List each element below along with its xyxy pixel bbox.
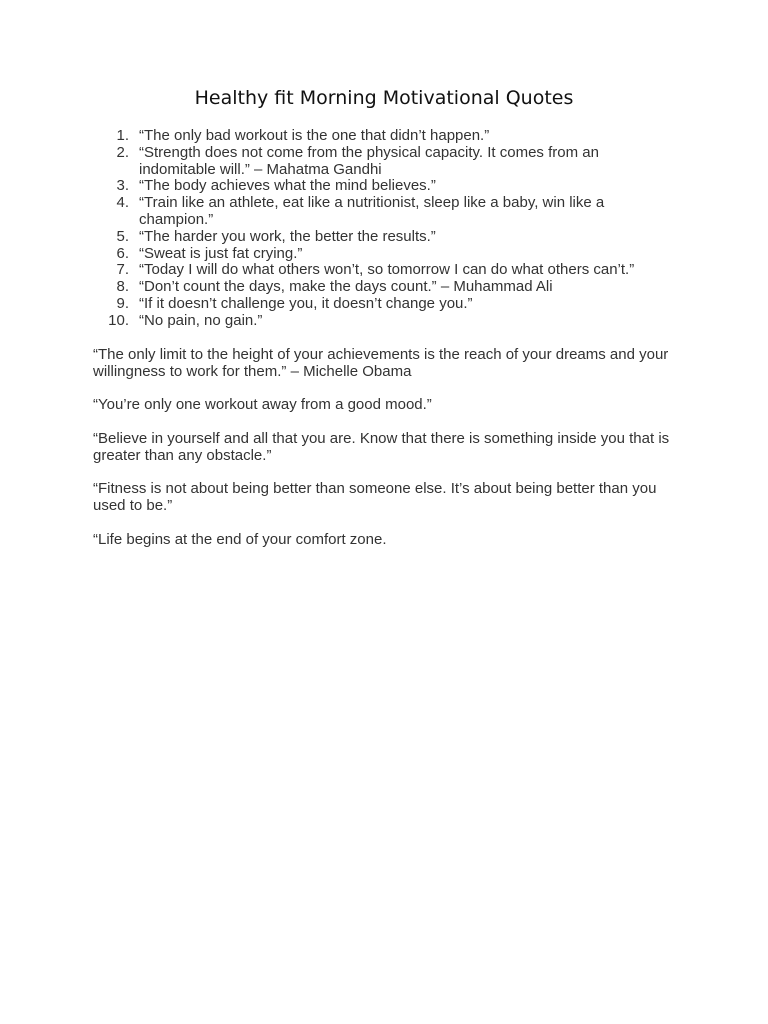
quote-paragraph: “Fitness is not about being better than someone else. It’s about being better than you used to be.” xyxy=(93,480,657,515)
list-item xyxy=(93,296,653,313)
quote-paragraph: “Life begins at the end of your comfort zone. xyxy=(93,530,387,548)
quote-list xyxy=(93,128,653,330)
list-item-number: 3. xyxy=(116,177,129,195)
list-item-text: “Don’t count the days, make the days count.” – Muhammad Ali xyxy=(139,278,553,296)
quote-paragraphs xyxy=(93,347,683,565)
quote-paragraph: “Believe in yourself and all that you are. Know that there is something inside you that is greater than any obstacle.” xyxy=(93,429,670,464)
quote-paragraph: “You’re only one workout away from a good mood.” xyxy=(93,396,432,414)
list-item-number: 2. xyxy=(116,143,129,161)
list-item xyxy=(93,279,653,296)
list-item xyxy=(93,229,653,246)
list-item-number: 8. xyxy=(116,278,129,296)
list-item xyxy=(93,313,653,330)
list-item-number: 9. xyxy=(116,294,129,312)
list-item-number: 1. xyxy=(116,127,129,144)
document-title: Healthy fit Morning Motivational Quotes xyxy=(194,87,574,109)
list-item xyxy=(93,178,653,195)
list-item-text: “Strength does not come from the physical capacity. It comes from an indomitable will.” – Mahatma Gandhi xyxy=(139,143,599,178)
list-item xyxy=(93,262,653,279)
list-item-text: “The body achieves what the mind believes.” xyxy=(139,177,436,195)
list-item-number: 10. xyxy=(108,311,129,329)
list-item-number: 5. xyxy=(116,227,129,245)
list-item-text: “Sweat is just fat crying.” xyxy=(139,244,303,262)
list-item-text: “No pain, no gain.” xyxy=(139,311,263,329)
list-item xyxy=(93,195,653,229)
list-item-number: 6. xyxy=(116,244,129,262)
list-item-text: “If it doesn’t challenge you, it doesn’t change you.” xyxy=(139,294,473,312)
list-item-text: “The only bad workout is the one that didn’t happen.” xyxy=(139,127,490,144)
list-item-number: 4. xyxy=(116,194,129,212)
list-item xyxy=(93,145,653,179)
list-item-text: “Today I will do what others won’t, so tomorrow I can do what others can’t.” xyxy=(139,261,635,279)
list-item-number: 7. xyxy=(116,261,129,279)
list-item-text: “Train like an athlete, eat like a nutritionist, sleep like a baby, win like a champion.” xyxy=(139,194,605,228)
list-item-text: “The harder you work, the better the results.” xyxy=(139,227,436,245)
quote-paragraph: “The only limit to the height of your achievements is the reach of your dreams and your willingness to work for them.” – Michelle Obama xyxy=(93,346,669,380)
list-item xyxy=(93,246,653,263)
list-item xyxy=(93,128,653,145)
